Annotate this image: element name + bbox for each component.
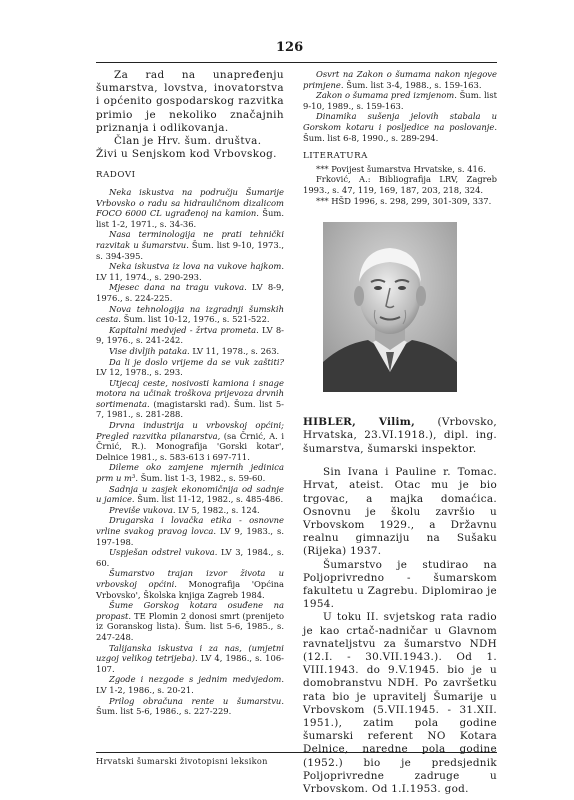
radovi-entry-title: Zgode i nezgode s jednim medvjedom. (109, 674, 284, 685)
radovi-heading: RADOVI (96, 170, 136, 181)
radovi-entry-ref: Šum. list 10-12, 1976., s. 521-522. (120, 314, 270, 325)
radovi-entry (96, 674, 284, 695)
left-column (96, 69, 284, 717)
radovi-entry-title: Šume Gorskog kotara osuđene na propast. (96, 600, 284, 621)
literatura-entry: *** HŠD 1996, s. 298, 299, 301-309, 337. (316, 195, 492, 206)
literatura-heading: LITERATURA (303, 151, 368, 162)
radovi-entry-title: Dinamika sušenja jelovih stabala u Gorskom kotaru i posljedice na poslovanje. (303, 111, 497, 132)
radovi-entry-ref: Šum. list 9-10, 1973., s. 394-395. (96, 239, 284, 261)
radovi-entry (96, 505, 284, 516)
literatura-entry: Frković, A.: Bibliografija LRV, Zagreb 1993., s. 47, 119, 169, 187, 203, 218, 324. (303, 174, 497, 195)
radovi-entry-ref: LV 11, 1974., s. 290-293. (96, 271, 202, 282)
intro-paragraph-1: Za rad na unapređenju šumarstva, lovstva, inovatorstva i općenito gospodarskog razvitka primio je nekoliko značajnih priznanja i odlikovanja. (96, 69, 284, 134)
radovi-entry (96, 357, 284, 378)
radovi-entry-title: Sadnja u zasjek ekonomičnija od sadnje u jamice. (96, 483, 284, 505)
radovi-list-right (303, 69, 497, 143)
right-column (303, 69, 497, 796)
radovi-entry-ref: LV 9, 1983., s. 197-198. (96, 526, 284, 547)
radovi-entry-ref: Šum. list 3-4, 1988., s. 159-163. (343, 79, 482, 90)
radovi-list-left (96, 187, 284, 717)
radovi-entry-title: Nasa terminologija ne prati tehnički razvitak u šumarstvu. (96, 229, 284, 250)
radovi-entry-ref: LV 1-2, 1986., s. 20-21. (96, 684, 194, 695)
radovi-entry-ref: LV 3, 1984., s. 60. (96, 547, 284, 568)
radovi-entry-title: Vise divljih pataka. (109, 345, 190, 356)
radovi-entry (96, 420, 284, 462)
top-rule (96, 62, 497, 63)
radovi-entry-ref: (sa Črnić, A. i Črnić, R.). Monografija 'Gorski kotar', Delnice 1981., s. 583-613 i 697-711. (96, 430, 284, 462)
radovi-entry-ref: LV 8-9, 1976., s. 224-225. (96, 282, 284, 303)
radovi-entry-title: Utjecaj ceste, nosivosti kamiona i snage motora na učinak troškova prijevoza drvnih sortimenata. (96, 377, 284, 409)
radovi-entry-title: Neka iskustva iz lova na vukove hajkom. (109, 261, 284, 272)
radovi-entry (96, 547, 284, 568)
radovi-entry-title: Osvrt na Zakon o šumama nakon njegove primjene. (303, 69, 497, 90)
radovi-entry-ref: LV 12, 1978., s. 293. (96, 367, 183, 378)
radovi-entry-ref: Šum. list 1-3, 1982., s. 59-60. (138, 473, 266, 484)
radovi-entry (96, 515, 284, 547)
radovi-entry-ref: Šum. list 6-8, 1990., s. 289-294. (303, 132, 439, 143)
radovi-entry-ref: LV 5, 1982., s. 124. (175, 504, 260, 515)
footer-text: Hrvatski šumarski životopisni leksikon (96, 756, 268, 766)
radovi-entry (96, 568, 284, 600)
radovi-entry-title: Previše vukova. (109, 504, 176, 515)
bio-lead: (Vrbovsko, Hrvatska, 23.VI.1918.), dipl. ing. šumarstva, šumarski inspektor. (303, 416, 498, 455)
bottom-rule (96, 752, 497, 753)
radovi-entry-ref: Šum. list 9-10, 1989., s. 159-163. (303, 90, 497, 111)
radovi-entry-title: Neka iskustva na području Šumarije Vrbovsko o radu sa hidrauličnom dizalicom FOCO 6000 CL ugrađenoj na kamion. (96, 187, 284, 219)
radovi-entry (96, 304, 284, 325)
radovi-entry-title: Nova tehnologija na izgradnji šumskih cesta. (96, 303, 284, 325)
radovi-entry-ref: Šum. list 5-6, 1986., s. 227-229. (96, 706, 232, 717)
radovi-entry (96, 346, 284, 357)
radovi-entry-title: Mjesec dana na tragu vukova. (109, 282, 247, 293)
literatura-list (303, 164, 497, 206)
radovi-entry (96, 600, 284, 642)
radovi-entry-ref: LV 11, 1978., s. 263. (189, 345, 280, 356)
radovi-entry-ref: Monografija 'Općina Vrbovsko', Školska knjiga Zagreb 1984. (96, 578, 284, 600)
radovi-entry-title: Drugarska i lovačka etika - osnovne vrline svakog pravog lovca. (96, 515, 284, 537)
radovi-entry-title: Uspješan odstrel vukova. (109, 547, 218, 558)
literatura-entry: *** Povijest šumarstva Hrvatske, s. 416. (316, 163, 486, 174)
radovi-entry-ref: Šum. list 1-2, 1971., s. 34-36. (96, 208, 284, 229)
portrait-image (323, 222, 457, 392)
portrait-photo (323, 222, 457, 392)
radovi-entry-title: Drvna industrija u vrbovskoj općini; Pregled razvitka pilanarstva, (96, 420, 284, 441)
radovi-entry (96, 261, 284, 282)
bio-name: HIBLER, Vilim, (303, 416, 415, 429)
radovi-entry-title: Prilog obračuna rente u šumarstvu. (109, 695, 284, 706)
bio-paragraph-1: Sin Ivana i Pauline r. Tomac. Hrvat, ateist. Otac mu je bio trgovac, a majka domaćica. Osnovnu je školu završio u Vrbovskom 1929., a Državnu realnu gimnaziju na Sušaku (Rijeka) 1937. (303, 466, 497, 558)
radovi-entry-ref: LV 8-9, 1976., s. 241-242. (96, 324, 284, 346)
radovi-entry (303, 90, 497, 111)
intro-paragraph-2: Član je Hrv. šum. društva. Živi u Senjskom kod Vrbovskog. (96, 135, 277, 161)
radovi-entry (303, 69, 497, 90)
radovi-entry-ref: Šum. list 11-12, 1982., s. 485-486. (134, 494, 284, 505)
radovi-entry-title: Kapitalni medvjed - žrtva prometa. (109, 324, 259, 335)
radovi-entry-title: Talijanska iskustva i za nas, (umjetni uzgoj velikog tetrijeba). (96, 642, 284, 664)
radovi-entry-title: Zakon o šumama pred izmjenom. (316, 90, 457, 101)
radovi-entry (96, 484, 284, 505)
radovi-entry (303, 111, 497, 143)
radovi-entry (96, 696, 284, 717)
radovi-entry (96, 643, 284, 675)
radovi-entry-title: Dileme oko zamjene mjernih jedinica prm u m³. (96, 462, 284, 484)
bio-paragraph-3: U toku II. svjetskog rata radio je kao crtač-nadničar u Glavnom ravnateljstvu za šumarstvo NDH (12.I. - 30.VII.1943.). Od 1. VIII.1943. do 9.V.1945. bio je u domobranstvu NDH. Po završetku rata bio je upravitelj Šumarije u Vrbovskom (5.VII.1945. - 31.XII. 1951.), zatim pola godine šumarski referent NO Kotara Delnice, naredne pola godine (1952.) bio je predsjednik Poljoprivredne zadruge u Vrbovskom. Od 1.I.1953. god. (303, 611, 497, 795)
radovi-entry (96, 229, 284, 261)
radovi-entry (96, 378, 284, 420)
radovi-entry-title: Šumarstvo trajan izvor života u vrbovskoj općini. (96, 568, 284, 589)
radovi-entry (96, 462, 284, 483)
radovi-entry (96, 187, 284, 229)
radovi-entry-ref: (magistarski rad). Šum. list 5-7, 1981., s. 281-288. (96, 398, 284, 420)
radovi-entry (96, 282, 284, 303)
radovi-entry-ref: TE Plomin 2 donosi smrt (prenijeto iz Goranskog lista). Šum. list 5-6, 1985., s. 247-248. (96, 610, 284, 642)
bio-intro (303, 416, 497, 456)
radovi-entry (96, 325, 284, 346)
radovi-entry-title: Da li je doslo vrijeme da se vuk zaštiti? (109, 356, 284, 367)
page-number: 126 (276, 40, 304, 55)
radovi-entry-ref: LV 4, 1986., s. 106-107. (96, 653, 284, 674)
bio-paragraph-2: Šumarstvo je studirao na Poljoprivredno - šumarskom fakultetu u Zagrebu. Diplomirao je 1954. (303, 558, 497, 611)
